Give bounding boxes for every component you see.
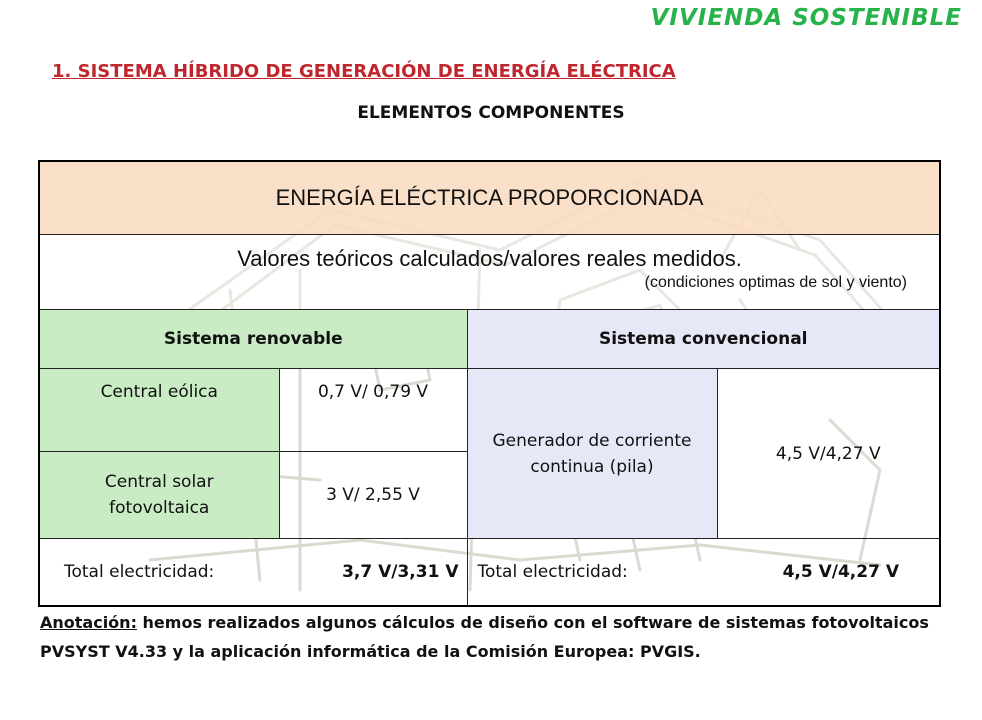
subheading: ELEMENTOS COMPONENTES (357, 103, 625, 123)
annotation-label: Anotación: (40, 613, 137, 632)
totals-row (39, 539, 940, 607)
system-labels-row (39, 310, 940, 369)
table-row (39, 369, 940, 452)
energy-table (38, 160, 941, 607)
total-right-label: Total electricidad: (477, 562, 628, 582)
solar-plant-name (39, 452, 279, 539)
table-subtitle-row (39, 235, 940, 310)
annotation-text: hemos realizados algunos cálculos de diseño con el software de sistemas fotovoltaicos PVSYST V4.33 y la aplicación informática de la Comisión Europea: PVGIS. (40, 613, 929, 661)
table-subtitle-cell (39, 235, 940, 310)
table-subtitle: Valores teóricos calculados/valores reales medidos. (237, 246, 742, 271)
brand-title: VIVIENDA SOSTENIBLE (650, 5, 962, 31)
generator-value: 4,5 V/4,27 V (717, 369, 940, 539)
total-left-cell (39, 539, 467, 607)
solar-plant-value: 3 V/ 2,55 V (279, 452, 467, 539)
total-left-value: 3,7 V/3,31 V (342, 562, 459, 582)
conventional-label: Sistema convencional (467, 310, 940, 369)
total-right-value: 4,5 V/4,27 V (782, 562, 899, 582)
total-left (40, 562, 467, 582)
table-header-cell (39, 161, 940, 235)
generator-name-text: Generador de corriente continua (pila) (492, 430, 692, 477)
total-right-cell (467, 539, 940, 607)
annotation (40, 608, 960, 666)
solar-plant-name-text: Central solar fotovoltaica (104, 472, 214, 518)
table-conditions: (condiciones optimas de sol y viento) (644, 274, 907, 291)
wind-plant-value: 0,7 V/ 0,79 V (279, 369, 467, 452)
renewable-label: Sistema renovable (39, 310, 467, 369)
total-right (468, 562, 940, 582)
total-left-label: Total electricidad: (64, 562, 215, 582)
section-title: 1. SISTEMA HÍBRIDO DE GENERACIÓN DE ENERGÍA ELÉCTRICA (52, 61, 676, 82)
table-header: ENERGÍA ELÉCTRICA PROPORCIONADA (275, 185, 704, 210)
wind-plant-name: Central eólica (39, 369, 279, 452)
table-header-row (39, 161, 940, 235)
generator-name (467, 369, 717, 539)
